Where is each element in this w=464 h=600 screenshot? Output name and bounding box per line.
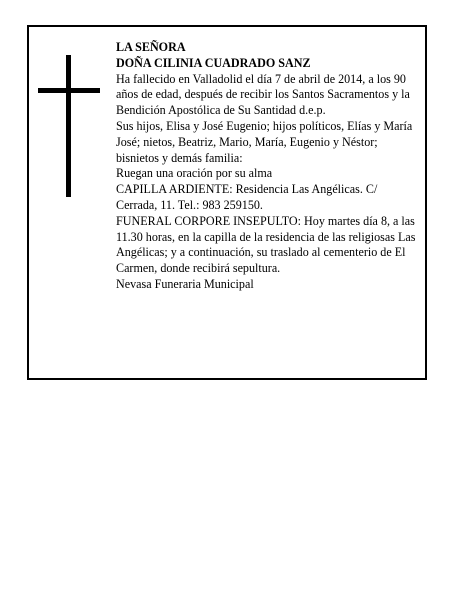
cross-vertical-bar: [66, 55, 71, 197]
cross-horizontal-bar: [38, 88, 100, 93]
death-announcement: Ha fallecido en Valladolid el día 7 de abril de 2014, a los 90 años de edad, después de recibir los Santos Sacramentos y la Bendición Apostólica de Su Santidad d.e.p.: [116, 71, 410, 118]
cross-icon: [38, 55, 100, 197]
notice-text: [116, 40, 421, 293]
funeral-home: Nevasa Funeraria Municipal: [116, 276, 254, 291]
chapel-info: CAPILLA ARDIENTE: Residencia Las Angélicas. C/ Cerrada, 11. Tel.: 983 259150.: [116, 182, 378, 212]
family-list: Sus hijos, Elisa y José Eugenio; hijos políticos, Elías y María José; nietos, Beatriz, Mario, María, Eugenio y Néstor; bisnietos y demás familia:: [116, 118, 413, 165]
deceased-name: DOÑA CILINIA CUADRADO SANZ: [116, 55, 311, 70]
obituary-notice: [27, 25, 427, 380]
notice-title: LA SEÑORA: [116, 40, 186, 54]
prayer-request: Ruegan una oración por su alma: [116, 166, 273, 181]
funeral-info: FUNERAL CORPORE INSEPULTO: Hoy martes día 8, a las 11.30 horas, en la capilla de la residencia de las religiosas Las Angélicas; y a continuación, su traslado al cementerio de El Carmen, donde recibirá sepultura.: [116, 213, 416, 276]
